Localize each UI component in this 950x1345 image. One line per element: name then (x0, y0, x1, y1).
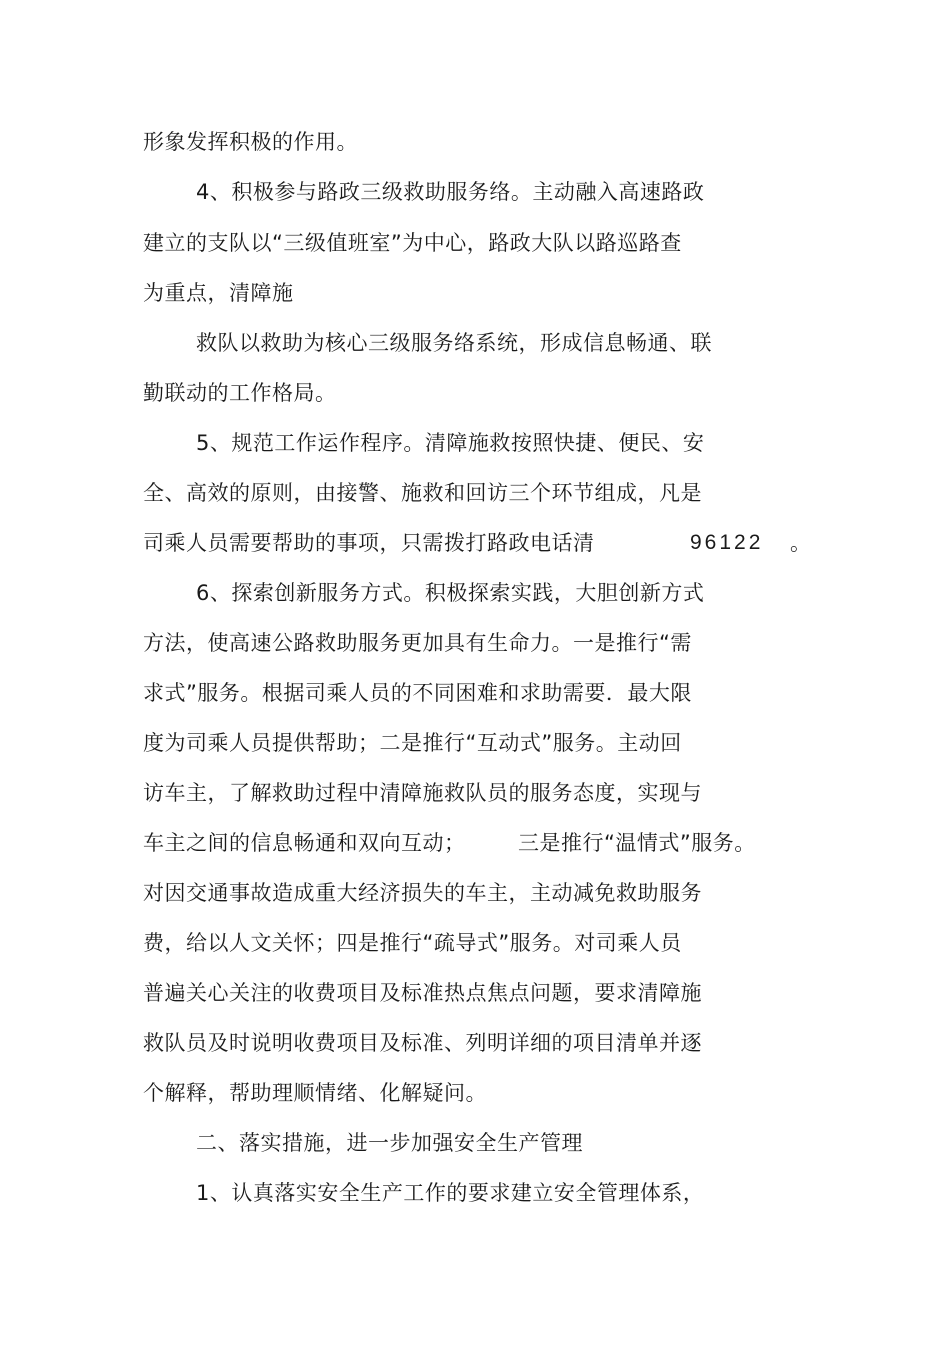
phone-period: 。 (790, 531, 812, 555)
text-line-13: 度为司乘人员提供帮助；二是推行“互动式”服务。主动回 (143, 731, 682, 755)
text-line-15: 车主之间的信息畅通和双向互动； (143, 831, 466, 855)
text-line-20: 个解释，帮助理顺情绪、化解疑问。 (143, 1081, 487, 1105)
text-line-1: 形象发挥积极的作用。 (143, 130, 358, 154)
text-line-6: 勤联动的工作格局。 (143, 381, 337, 405)
text-line-9: 司乘人员需要帮助的事项，只需拨打路政电话清 (143, 531, 595, 555)
text-line-7: 5、规范工作运作程序。清障施救按照快捷、便民、安 (196, 431, 705, 455)
text-line-16: 对因交通事故造成重大经济损失的车主，主动减免救助服务 (143, 881, 702, 905)
text-line-3: 建立的支队以“三级值班室”为中心，路政大队以路巡路查 (143, 231, 682, 255)
text-line-11: 方法，使高速公路救助服务更加具有生命力。一是推行“需 (143, 631, 692, 655)
phone-number: 96122 (690, 531, 764, 554)
text-line-14: 访车主，了解救助过程中清障施救队员的服务态度，实现与 (143, 781, 702, 805)
section-heading: 二、落实措施，进一步加强安全生产管理 (196, 1131, 583, 1155)
text-line-12: 求式”服务。根据司乘人员的不同困难和求助需要．最大限 (143, 681, 692, 705)
text-line-4: 为重点，清障施 (143, 281, 294, 305)
text-line-10: 6、探索创新服务方式。积极探索实践，大胆创新方式 (196, 581, 705, 605)
text-line-18: 普遍关心关注的收费项目及标准热点焦点问题，要求清障施 (143, 981, 702, 1005)
text-line-8: 全、高效的原则，由接警、施救和回访三个环节组成，凡是 (143, 481, 702, 505)
text-line-2: 4、积极参与路政三级救助服务络。主动融入高速路政 (196, 180, 705, 204)
text-line-22: 1、认真落实安全生产工作的要求建立安全管理体系， (196, 1181, 705, 1205)
text-line-19: 救队员及时说明收费项目及标准、列明详细的项目清单并逐 (143, 1031, 702, 1055)
text-line-17: 费，给以人文关怀；四是推行“疏导式”服务。对司乘人员 (143, 931, 682, 955)
text-line-15-tail: 三是推行“温情式”服务。 (518, 831, 756, 855)
text-line-5: 救队以救助为核心三级服务络系统，形成信息畅通、联 (196, 331, 712, 355)
